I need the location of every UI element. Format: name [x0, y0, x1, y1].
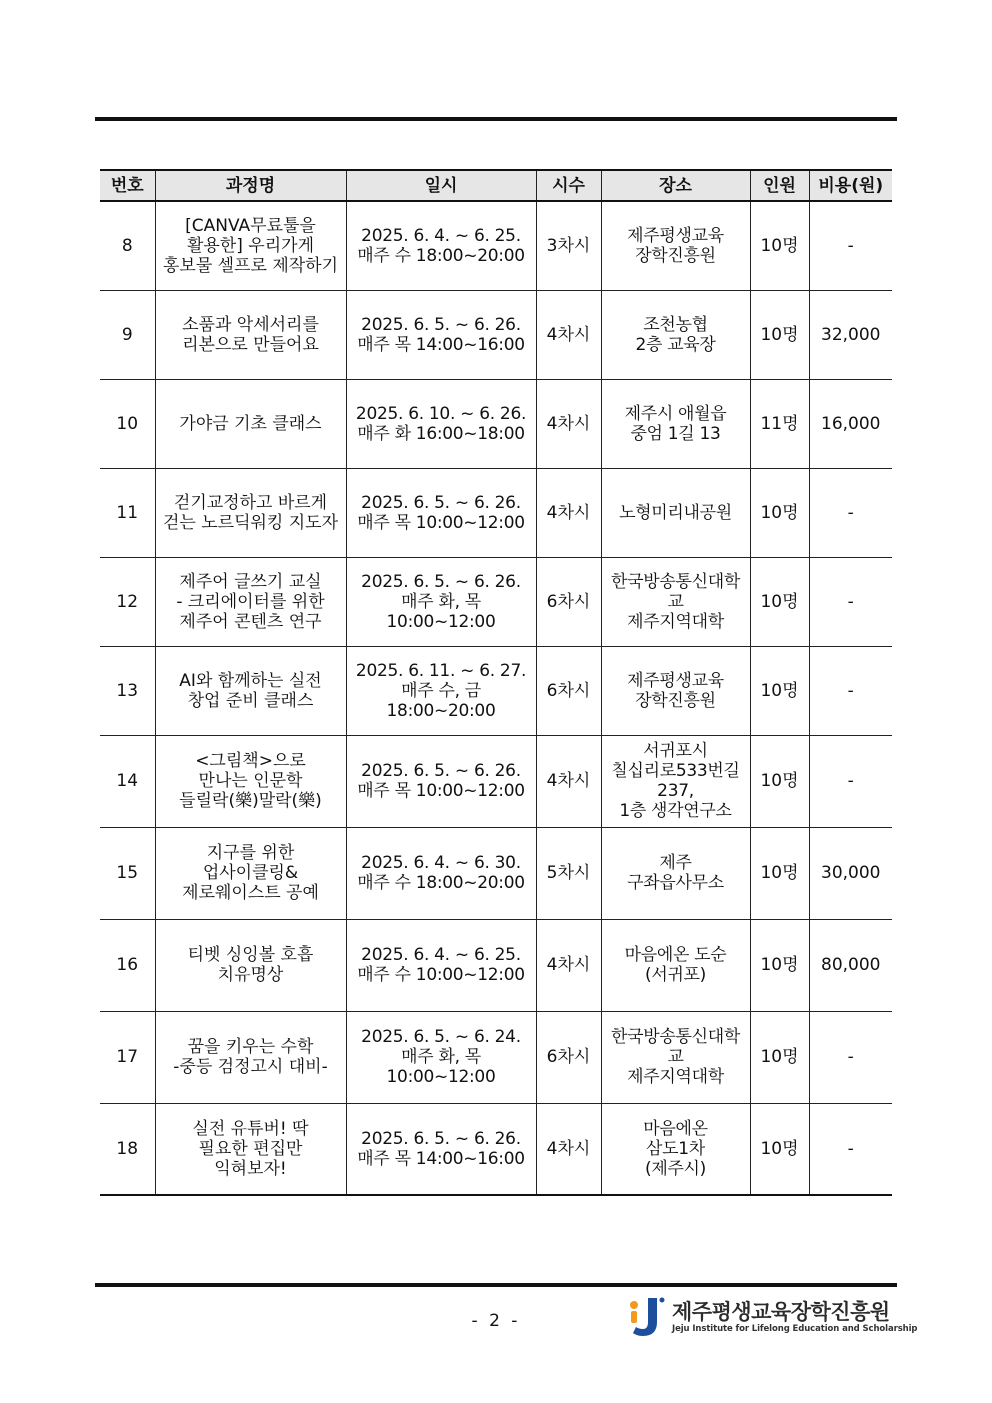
cell-course: 걷기교정하고 바르게 걷는 노르딕워킹 지도자: [155, 468, 346, 557]
cell-number: 10: [100, 379, 155, 468]
cell-cost: -: [809, 201, 892, 290]
header-course: 과정명: [155, 170, 346, 201]
header-cost: 비용(원): [809, 170, 892, 201]
top-rule: [95, 117, 897, 121]
cell-date: 2025. 6. 4. ~ 6. 25. 매주 수 10:00~12:00: [346, 919, 536, 1011]
cell-capacity: 10명: [750, 735, 809, 827]
cell-sessions: 4차시: [536, 468, 601, 557]
cell-sessions: 6차시: [536, 646, 601, 735]
cell-date: 2025. 6. 4. ~ 6. 25. 매주 수 18:00~20:00: [346, 201, 536, 290]
cell-capacity: 10명: [750, 290, 809, 379]
cell-capacity: 11명: [750, 379, 809, 468]
cell-course: 실전 유튜버! 딱 필요한 편집만 익혀보자!: [155, 1103, 346, 1195]
course-table: [100, 169, 892, 1196]
cell-course: 꿈을 키우는 수학 -중등 검정고시 대비-: [155, 1011, 346, 1103]
cell-place: 한국방송통신대학교 제주지역대학: [601, 1011, 750, 1103]
table-row: [100, 201, 892, 290]
cell-number: 14: [100, 735, 155, 827]
cell-capacity: 10명: [750, 557, 809, 646]
table-row: [100, 919, 892, 1011]
cell-place: 노형미리내공원: [601, 468, 750, 557]
cell-capacity: 10명: [750, 468, 809, 557]
cell-cost: 32,000: [809, 290, 892, 379]
cell-number: 17: [100, 1011, 155, 1103]
cell-cost: -: [809, 1103, 892, 1195]
cell-date: 2025. 6. 5. ~ 6. 24. 매주 화, 목 10:00~12:00: [346, 1011, 536, 1103]
cell-number: 9: [100, 290, 155, 379]
cell-sessions: 6차시: [536, 1011, 601, 1103]
cell-date: 2025. 6. 5. ~ 6. 26. 매주 목 14:00~16:00: [346, 290, 536, 379]
table-row: [100, 735, 892, 827]
cell-date: 2025. 6. 10. ~ 6. 26. 매주 화 16:00~18:00: [346, 379, 536, 468]
organization-name-english: Jeju Institute for Lifelong Education and Scholarship: [672, 1324, 918, 1334]
cell-sessions: 4차시: [536, 290, 601, 379]
cell-course: 가야금 기초 클래스: [155, 379, 346, 468]
cell-place: 제주시 애월읍 중엄 1길 13: [601, 379, 750, 468]
cell-cost: -: [809, 1011, 892, 1103]
cell-capacity: 10명: [750, 1103, 809, 1195]
cell-place: 서귀포시 칠십리로533번길 237, 1층 생각연구소: [601, 735, 750, 827]
header-date: 일시: [346, 170, 536, 201]
cell-course: AI와 함께하는 실전 창업 준비 클래스: [155, 646, 346, 735]
cell-course: <그림책>으로 만나는 인문학 들릴락(樂)말락(樂): [155, 735, 346, 827]
cell-place: 제주 구좌읍사무소: [601, 827, 750, 919]
cell-course: [CANVA무료툴을 활용한] 우리가게 홍보물 셀프로 제작하기: [155, 201, 346, 290]
cell-cost: 80,000: [809, 919, 892, 1011]
cell-number: 12: [100, 557, 155, 646]
cell-sessions: 3차시: [536, 201, 601, 290]
cell-capacity: 10명: [750, 1011, 809, 1103]
cell-course: 티벳 싱잉볼 호흡 치유명상: [155, 919, 346, 1011]
cell-sessions: 5차시: [536, 827, 601, 919]
cell-cost: 30,000: [809, 827, 892, 919]
table-row: [100, 1011, 892, 1103]
table-header-row: [100, 170, 892, 201]
cell-number: 13: [100, 646, 155, 735]
cell-date: 2025. 6. 5. ~ 6. 26. 매주 화, 목 10:00~12:00: [346, 557, 536, 646]
cell-sessions: 4차시: [536, 379, 601, 468]
cell-capacity: 10명: [750, 827, 809, 919]
cell-place: 한국방송통신대학교 제주지역대학: [601, 557, 750, 646]
cell-course: 지구를 위한 업사이클링& 제로웨이스트 공예: [155, 827, 346, 919]
cell-course: 제주어 글쓰기 교실 - 크리에이터를 위한 제주어 콘텐츠 연구: [155, 557, 346, 646]
cell-number: 18: [100, 1103, 155, 1195]
cell-sessions: 4차시: [536, 1103, 601, 1195]
jeju-institute-logo-icon: [626, 1294, 666, 1340]
cell-course: 소품과 악세서리를 리본으로 만들어요: [155, 290, 346, 379]
header-number: 번호: [100, 170, 155, 201]
cell-capacity: 10명: [750, 919, 809, 1011]
table-row: [100, 290, 892, 379]
cell-place: 마음에온 도순 (서귀포): [601, 919, 750, 1011]
table-row: [100, 468, 892, 557]
cell-number: 15: [100, 827, 155, 919]
page-number: - 2 -: [471, 1311, 521, 1331]
cell-place: 제주평생교육 장학진흥원: [601, 201, 750, 290]
header-capacity: 인원: [750, 170, 809, 201]
header-sessions: 시수: [536, 170, 601, 201]
cell-cost: -: [809, 557, 892, 646]
organization-name: 제주평생교육장학진흥원: [672, 1300, 890, 1324]
cell-capacity: 10명: [750, 201, 809, 290]
cell-sessions: 4차시: [536, 919, 601, 1011]
cell-date: 2025. 6. 5. ~ 6. 26. 매주 목 14:00~16:00: [346, 1103, 536, 1195]
cell-number: 8: [100, 201, 155, 290]
table-row: [100, 1103, 892, 1195]
organization-logo: [626, 1294, 918, 1340]
table-row: [100, 379, 892, 468]
cell-date: 2025. 6. 11. ~ 6. 27. 매주 수, 금 18:00~20:00: [346, 646, 536, 735]
cell-cost: -: [809, 468, 892, 557]
cell-cost: 16,000: [809, 379, 892, 468]
cell-date: 2025. 6. 4. ~ 6. 30. 매주 수 18:00~20:00: [346, 827, 536, 919]
header-place: 장소: [601, 170, 750, 201]
cell-number: 16: [100, 919, 155, 1011]
cell-number: 11: [100, 468, 155, 557]
table-row: [100, 827, 892, 919]
cell-date: 2025. 6. 5. ~ 6. 26. 매주 목 10:00~12:00: [346, 468, 536, 557]
table-row: [100, 646, 892, 735]
cell-capacity: 10명: [750, 646, 809, 735]
table-row: [100, 557, 892, 646]
cell-place: 조천농협 2층 교육장: [601, 290, 750, 379]
cell-sessions: 4차시: [536, 735, 601, 827]
cell-cost: -: [809, 646, 892, 735]
cell-date: 2025. 6. 5. ~ 6. 26. 매주 목 10:00~12:00: [346, 735, 536, 827]
cell-place: 마음에온 삼도1차 (제주시): [601, 1103, 750, 1195]
bottom-rule: [95, 1283, 897, 1287]
cell-place: 제주평생교육 장학진흥원: [601, 646, 750, 735]
cell-cost: -: [809, 735, 892, 827]
cell-sessions: 6차시: [536, 557, 601, 646]
